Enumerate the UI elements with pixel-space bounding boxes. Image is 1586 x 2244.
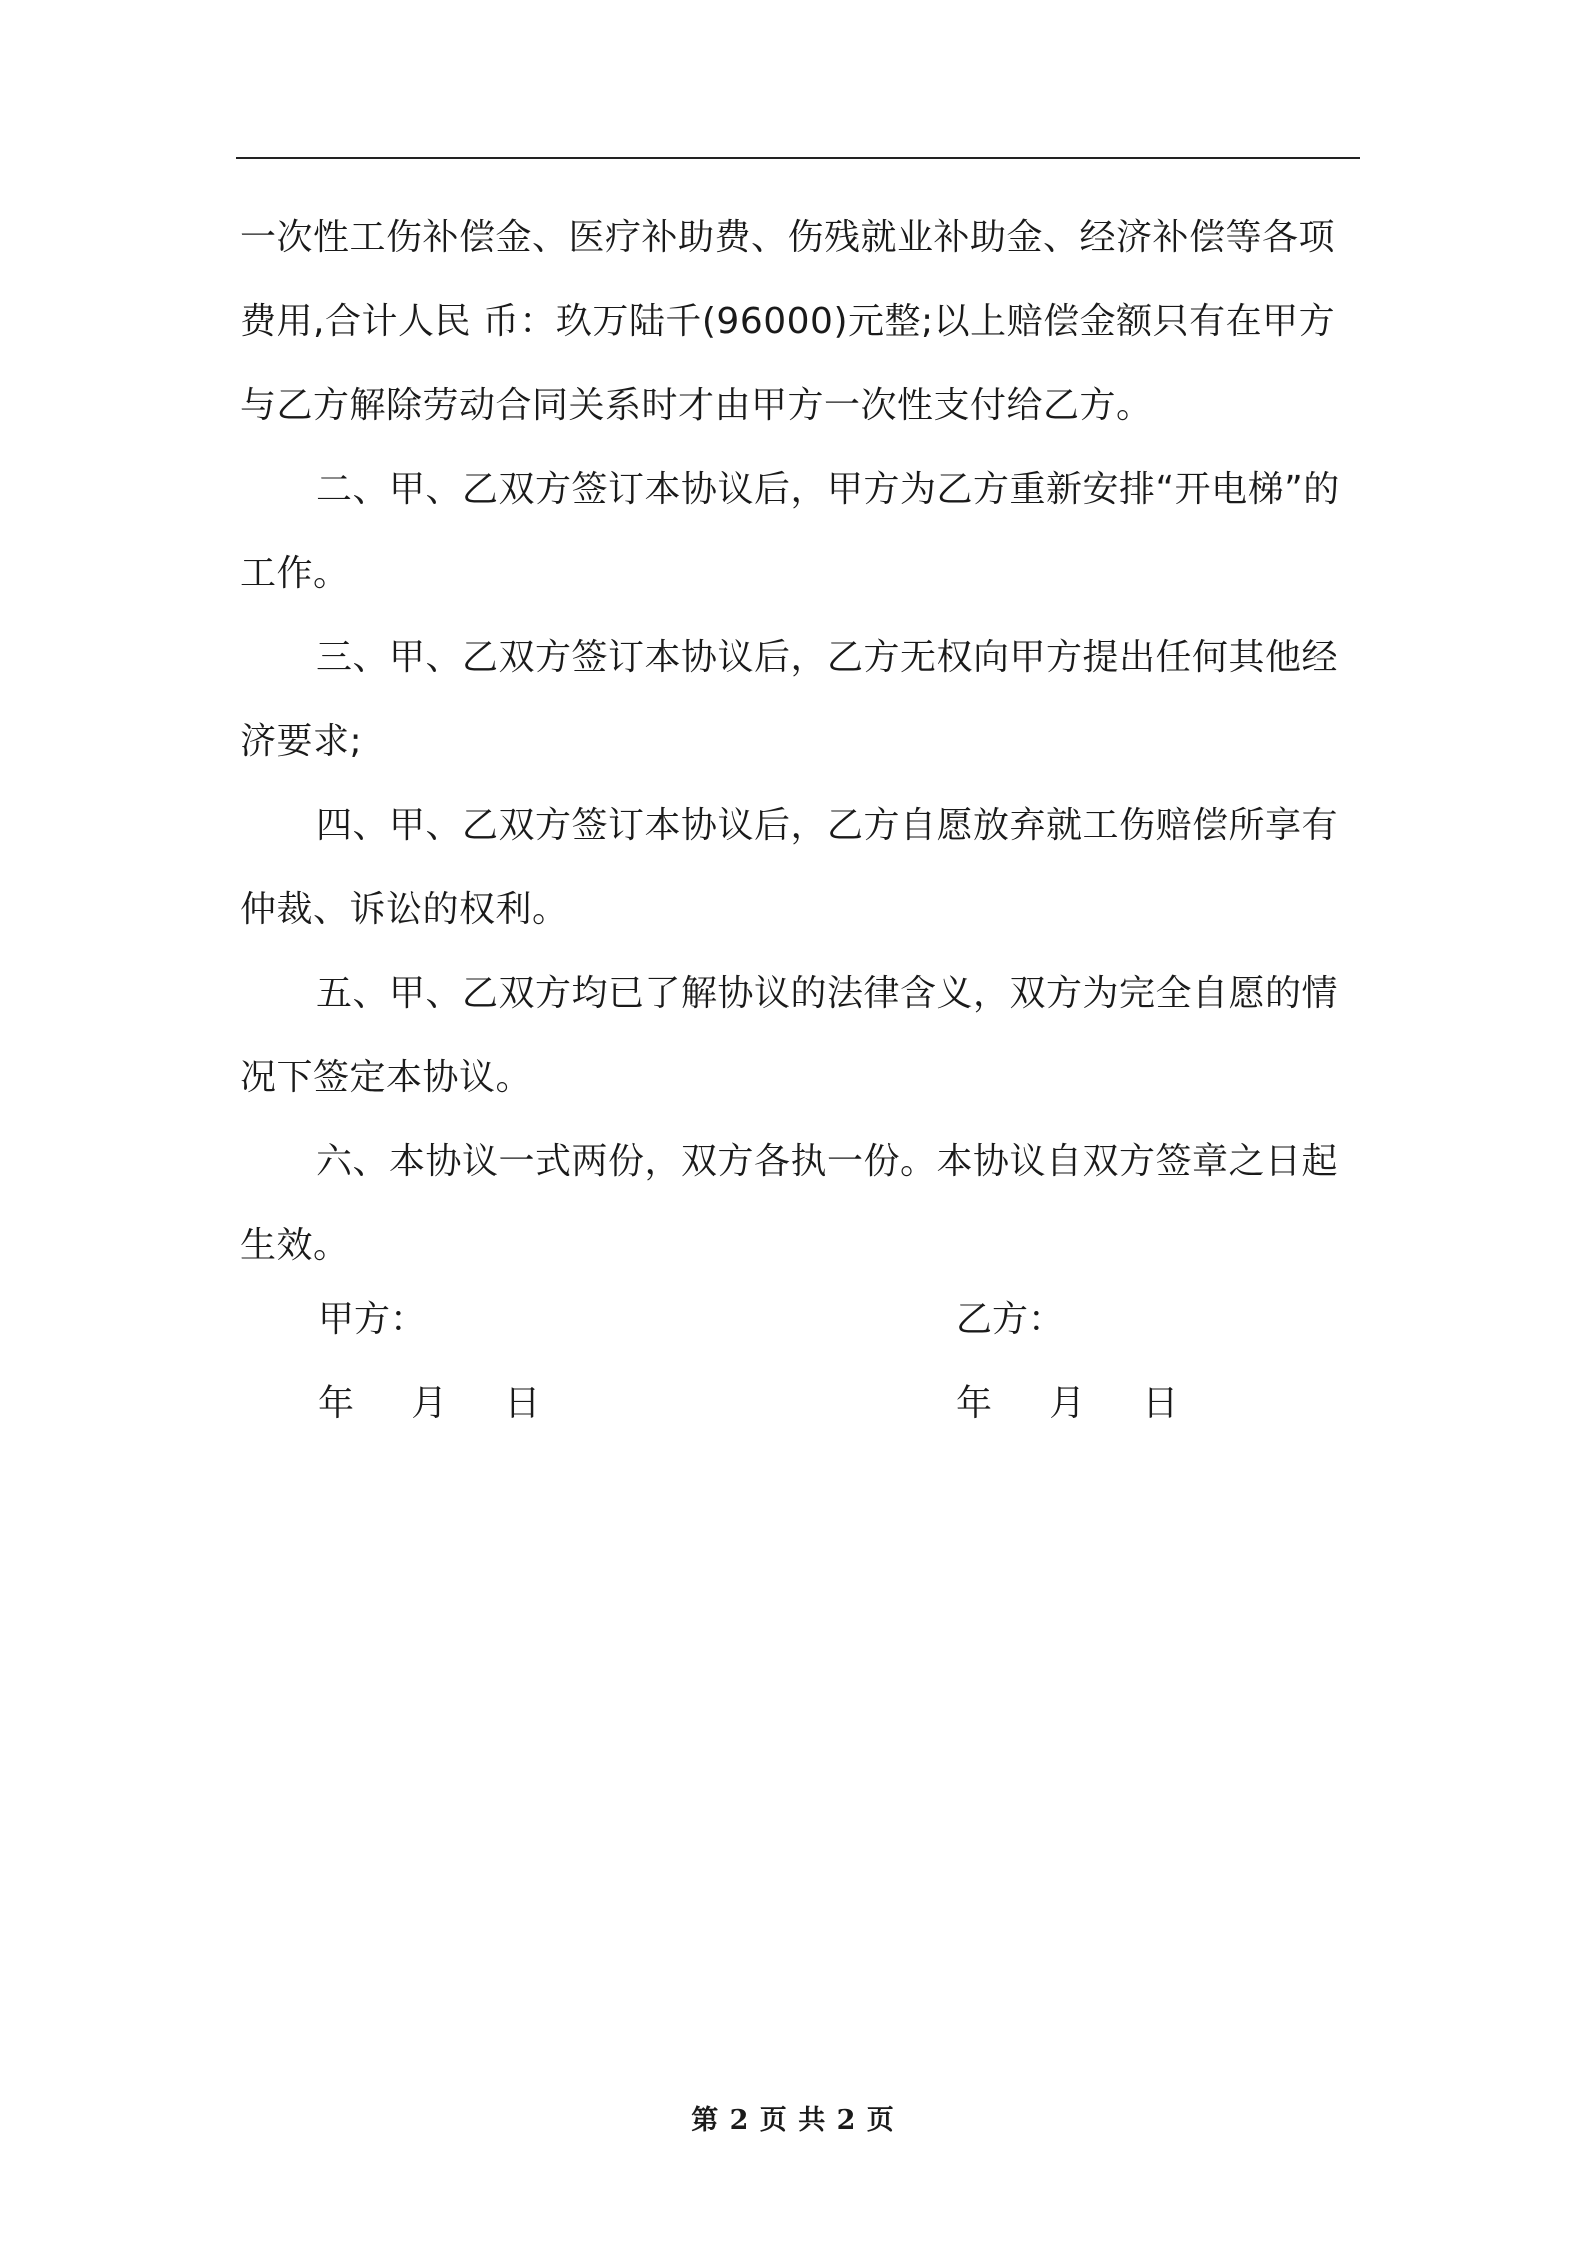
party-a-date: 年 月 日 xyxy=(318,1383,541,1424)
party-a-signature-block xyxy=(318,1278,540,1446)
party-a-label: 甲方： xyxy=(318,1299,427,1340)
clause-2: 二、甲、乙双方签订本协议后，甲方为乙方重新安排“开电梯”的工作。 xyxy=(240,469,1340,594)
clause-6: 六、本协议一式两份，双方各执一份。本协议自双方签章之日起生效。 xyxy=(240,1141,1339,1266)
clause-4: 四、甲、乙双方签订本协议后，乙方自愿放弃就工伤赔偿所享有仲裁、诉讼的权利。 xyxy=(240,805,1339,930)
clause-5: 五、甲、乙双方均已了解协议的法律含义，双方为完全自愿的情况下签定本协议。 xyxy=(240,973,1339,1098)
page-footer: 第 2 页 共 2 页 xyxy=(691,2105,895,2136)
header-rule xyxy=(236,157,1360,159)
party-b-signature-block xyxy=(956,1278,1178,1446)
paragraph-continuation: 一次性工伤补偿金、医疗补助费、伤残就业补助金、经济补偿等各项费用,合计人民 币：玖万陆千(96000)元整;以上赔偿金额只有在甲方与乙方解除劳动合同关系时才由甲方一次性支付给乙方。 xyxy=(240,217,1336,426)
party-b-date: 年 月 日 xyxy=(956,1383,1179,1424)
clause-3: 三、甲、乙双方签订本协议后，乙方无权向甲方提出任何其他经济要求; xyxy=(240,637,1339,762)
party-b-label: 乙方： xyxy=(956,1299,1065,1340)
document-body xyxy=(240,196,1360,1288)
